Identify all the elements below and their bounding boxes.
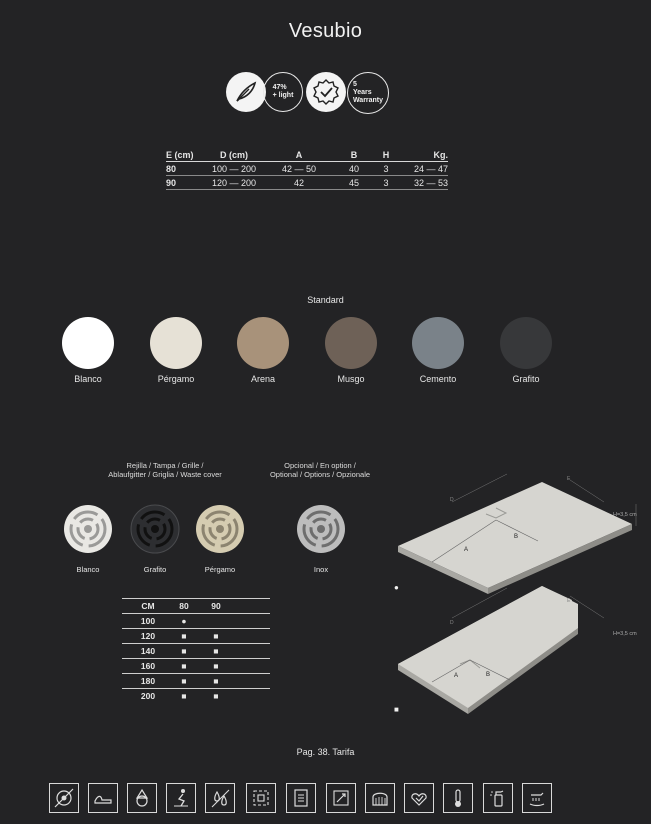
diagram-label-b: B <box>514 534 519 540</box>
sizes-cell: ■ <box>213 646 219 656</box>
no-water-icon <box>205 783 235 813</box>
grille-heading <box>60 461 270 479</box>
grille-label: Inox <box>313 565 329 574</box>
sizes-cell <box>194 614 238 629</box>
sizes-empty <box>238 614 270 629</box>
swatch-label: Arena <box>250 374 276 384</box>
diagram-label-e: E <box>567 598 571 604</box>
grille-grafito <box>130 504 180 559</box>
diagram-label-e: E <box>567 476 571 482</box>
warranty-label: Warranty <box>352 97 384 104</box>
spec-header: Kg. <box>398 148 448 162</box>
page-title: Vesubio <box>288 20 363 42</box>
feather-icon <box>226 72 266 112</box>
spec-cell: 40 <box>348 164 359 174</box>
swatch-label: Blanco <box>74 374 102 384</box>
standard-colors-label: Standard <box>307 295 344 305</box>
grille-icon <box>296 504 346 554</box>
price-page-reference: Pag. 38. Tarifa <box>296 747 355 757</box>
document-icon <box>286 783 316 813</box>
sizes-cell: 160 <box>140 661 156 671</box>
grille-pergamo <box>195 504 245 559</box>
diagram-label-a: A <box>464 547 469 553</box>
swatch-label: Cemento <box>419 374 457 384</box>
swatch-pergamo <box>150 317 202 369</box>
grille-label: Pérgamo <box>204 565 236 574</box>
quality-seal-icon <box>306 72 346 112</box>
table-row <box>122 614 270 629</box>
cleaning-icon <box>483 783 513 813</box>
texture-icon <box>365 783 395 813</box>
spec-header: H <box>374 148 398 162</box>
sizes-cell: ■ <box>181 691 187 701</box>
shower-icon <box>522 783 552 813</box>
sizes-empty <box>238 674 270 689</box>
table-row <box>122 659 270 674</box>
swatch-label: Musgo <box>337 374 365 384</box>
spec-header: B <box>334 148 374 162</box>
sizes-cell: ■ <box>181 631 187 641</box>
spec-header: D (cm) <box>204 148 264 162</box>
spec-cell: 90 <box>166 178 177 188</box>
warranty-years-number: 5 <box>352 81 357 88</box>
tray-diagram-bottom <box>398 586 637 714</box>
sizes-cell: ■ <box>181 661 187 671</box>
marker-round: ● <box>394 583 399 592</box>
spec-header: A <box>264 148 334 162</box>
spec-cell: 24 — 47 <box>413 164 448 174</box>
sizes-cell: ● <box>181 616 187 626</box>
sizes-cell: ■ <box>181 676 187 686</box>
table-row <box>122 674 270 689</box>
diagram-height-label: H=3,5 cm <box>613 631 637 637</box>
swatch-blanco <box>62 317 114 369</box>
light-badge <box>263 72 303 112</box>
sizes-cell: ■ <box>213 631 219 641</box>
sizes-cell: ■ <box>181 646 187 656</box>
table-row <box>122 644 270 659</box>
diagram-height-label: H=3,5 cm <box>613 512 637 518</box>
spec-cell: 80 <box>166 164 177 174</box>
spec-cell: 42 <box>293 178 304 188</box>
swatch-musgo <box>325 317 377 369</box>
sizes-empty <box>238 644 270 659</box>
table-row <box>122 629 270 644</box>
spec-cell: 32 — 53 <box>413 178 448 188</box>
diagram-label-b: B <box>486 672 491 678</box>
sizes-cell: 100 <box>140 616 156 626</box>
sizes-header: 90 <box>211 601 221 611</box>
table-row <box>166 176 448 190</box>
swatch-cemento <box>412 317 464 369</box>
spec-table <box>166 148 448 190</box>
sizes-header: 80 <box>179 601 189 611</box>
sizes-header: CM <box>141 601 155 611</box>
table-row <box>122 689 270 704</box>
sizes-table <box>122 598 270 703</box>
eco-icon <box>404 783 434 813</box>
anti-slip-icon <box>49 783 79 813</box>
grille-icon <box>130 504 180 554</box>
optional-heading-line: Optional / Options / Opzionale <box>269 470 371 479</box>
sizes-empty <box>238 689 270 704</box>
tray-diagrams <box>392 468 651 718</box>
spec-cell: 3 <box>383 178 389 188</box>
install-icon <box>326 783 356 813</box>
swatch-label: Pérgamo <box>157 374 195 384</box>
spec-cell: 42 — 50 <box>281 164 317 174</box>
grille-heading-line: Ablaufgitter / Griglia / Waste cover <box>108 470 222 479</box>
diagram-label-d: D <box>450 497 454 503</box>
table-row <box>166 162 448 176</box>
grille-icon <box>63 504 113 554</box>
spec-cell: 100 — 200 <box>211 164 257 174</box>
diagram-label-d: D <box>450 620 454 626</box>
sizes-cell: 200 <box>140 691 156 701</box>
swatch-label: Grafito <box>512 374 540 384</box>
grille-label: Blanco <box>76 565 100 574</box>
grille-heading-line: Rejilla / Tampa / Grille / <box>126 461 204 470</box>
temperature-icon <box>443 783 473 813</box>
sizes-empty <box>238 629 270 644</box>
swatch-grafito <box>500 317 552 369</box>
grille-label: Grafito <box>143 565 167 574</box>
marker-square: ■ <box>394 705 399 714</box>
spec-cell: 45 <box>348 178 359 188</box>
swatch-arena <box>237 317 289 369</box>
grille-icon <box>195 504 245 554</box>
spec-cell: 120 — 200 <box>211 178 257 188</box>
ergonomic-icon <box>166 783 196 813</box>
sizes-cell: ■ <box>213 691 219 701</box>
spec-cell: 3 <box>383 164 389 174</box>
sizes-empty <box>238 659 270 674</box>
spec-header: E (cm) <box>166 148 204 162</box>
grille-inox <box>296 504 346 559</box>
cut-to-size-icon <box>246 783 276 813</box>
sizes-cell: ■ <box>213 661 219 671</box>
diagram-label-a: A <box>454 673 459 679</box>
sizes-cell: 120 <box>140 631 156 641</box>
recycle-icon <box>127 783 157 813</box>
optional-heading <box>250 461 390 479</box>
light-label: + light <box>272 92 294 99</box>
light-percent: 47% <box>272 84 287 91</box>
sizes-cell: 140 <box>140 646 156 656</box>
optional-heading-line: Opcional / En option / <box>284 461 356 470</box>
sizes-empty <box>238 599 270 614</box>
grille-blanco <box>63 504 113 559</box>
sizes-cell: 180 <box>140 676 156 686</box>
floor-level-icon <box>88 783 118 813</box>
warranty-years-label: Years <box>352 89 372 96</box>
sizes-cell: ■ <box>213 676 219 686</box>
table-row <box>122 599 270 614</box>
tray-diagram-top <box>398 474 637 594</box>
warranty-badge <box>347 72 389 114</box>
